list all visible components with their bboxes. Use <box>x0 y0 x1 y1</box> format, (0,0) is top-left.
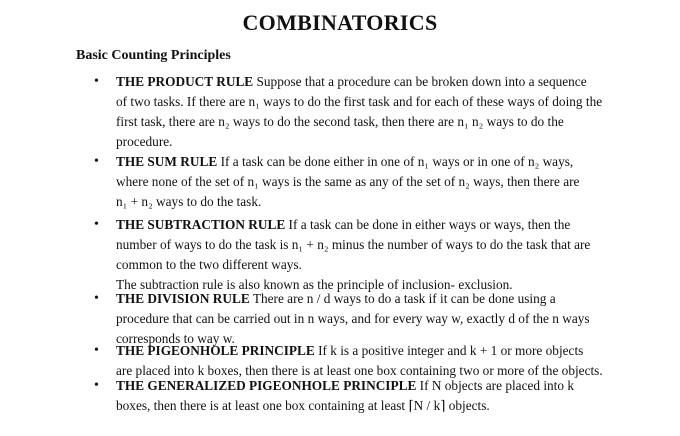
rule-name: THE PRODUCT RULE <box>116 74 254 89</box>
list-item-sum-rule <box>116 152 604 212</box>
rule-line: Suppose that a procedure can be broken down into a sequence <box>256 74 587 89</box>
rule-line: If a task can be done in either ways or ways, then the <box>288 217 571 232</box>
bullet-marker: • <box>94 343 99 358</box>
rule-line: If k is a positive integer and k + 1 or more objects <box>318 343 584 358</box>
rule-name: THE PIGEONHOLE PRINCIPLE <box>116 343 315 358</box>
rule-line: are placed into k boxes, then there is at least one box containing two or more of the objects. <box>116 363 603 378</box>
list-item-subtraction-rule <box>116 215 604 295</box>
list-item-pigeonhole-principle <box>116 341 604 381</box>
list-item-division-rule <box>116 289 604 349</box>
bullet-marker: • <box>94 378 99 393</box>
rule-line: where none of the set of n₁ ways is the same as any of the set of n₂ ways, then there are <box>116 174 580 189</box>
rule-line: number of ways to do the task is n₁ + n₂ minus the number of ways to do the task that are <box>116 237 591 252</box>
rule-line: procedure. <box>116 134 173 149</box>
section-heading: Basic Counting Principles <box>76 48 231 63</box>
rule-line: There are n / d ways to do a task if it can be done using a <box>252 291 556 306</box>
rule-line: n₁ + n₂ ways to do the task. <box>116 194 262 209</box>
list-item-generalized-pigeonhole-principle <box>116 376 604 416</box>
rule-name: THE DIVISION RULE <box>116 291 250 306</box>
rule-line: If a task can be done either in one of n₁ ways or in one of n₂ ways, <box>220 154 574 169</box>
rule-name: THE GENERALIZED PIGEONHOLE PRINCIPLE <box>116 378 417 393</box>
rule-note: The subtraction rule is also known as the principle of inclusion- exclusion. <box>116 277 513 292</box>
rule-line: procedure that can be carried out in n ways, and for every way w, exactly d of the n ways <box>116 311 590 326</box>
bullet-marker: • <box>94 74 99 89</box>
rule-line: boxes, then there is at least one box containing at least ⌈N / k⌉ objects. <box>116 398 490 413</box>
bullet-marker: • <box>94 217 99 232</box>
rule-line: If N objects are placed into k <box>419 378 575 393</box>
rule-line: first task, there are n₂ ways to do the second task, then there are n₁ n₂ ways to do the <box>116 114 564 129</box>
bullet-marker: • <box>94 154 99 169</box>
document-title: COMBINATORICS <box>242 10 438 35</box>
list-item-product-rule <box>116 72 604 152</box>
rule-name: THE SUM RULE <box>116 154 218 169</box>
rule-line: common to the two different ways. <box>116 257 302 272</box>
rule-name: THE SUBTRACTION RULE <box>116 217 286 232</box>
bullet-marker: • <box>94 291 99 306</box>
rule-line: corresponds to way w. <box>116 331 235 346</box>
rule-line: of two tasks. If there are n₁ ways to do the first task and for each of these ways of doing the <box>116 94 603 109</box>
